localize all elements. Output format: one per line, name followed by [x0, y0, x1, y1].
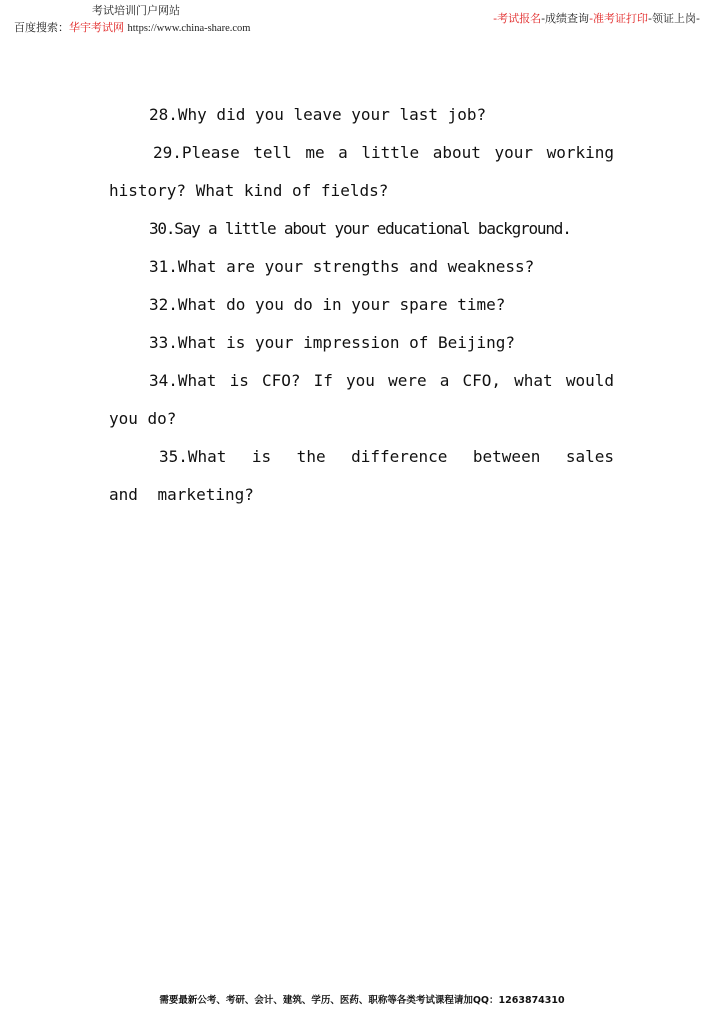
nav-admission-ticket[interactable]: -准考证打印	[589, 12, 649, 25]
question-28: 28.Why did you leave your last job?	[149, 105, 487, 124]
question-34: 34.What is CFO? If you were a CFO, what would you do?	[109, 371, 614, 428]
question-30: 30.Say a little about your educational background.	[149, 219, 571, 238]
header-nav	[493, 10, 700, 26]
question-31: 31.What are your strengths and weakness?	[149, 257, 535, 276]
search-url-link[interactable]: https://www.china-share.com	[127, 23, 251, 34]
nav-score-query[interactable]: -成绩查询	[541, 12, 590, 25]
search-line	[14, 19, 250, 37]
question-32: 32.What do you do in your spare time?	[149, 295, 506, 314]
site-header	[14, 2, 250, 37]
portal-label: 考试培训门户网站	[92, 4, 180, 17]
search-prefix: 百度搜索：	[14, 21, 69, 34]
question-33: 33.What is your impression of Beijing?	[149, 333, 516, 352]
question-35: 35.What is the difference between sales and marketing?	[109, 447, 614, 504]
search-brand-link[interactable]: 华宇考试网	[69, 21, 124, 34]
nav-certificate[interactable]: -领证上岗-	[648, 12, 700, 25]
footer-promo: 需要最新公考、考研、会计、建筑、学历、医药、职称等各类考试课程请加QQ：1263874310	[159, 995, 565, 1006]
question-29: 29.Please tell me a little about your working history? What kind of fields?	[109, 143, 614, 200]
question-list	[109, 96, 614, 514]
nav-exam-registration[interactable]: -考试报名	[493, 12, 542, 25]
